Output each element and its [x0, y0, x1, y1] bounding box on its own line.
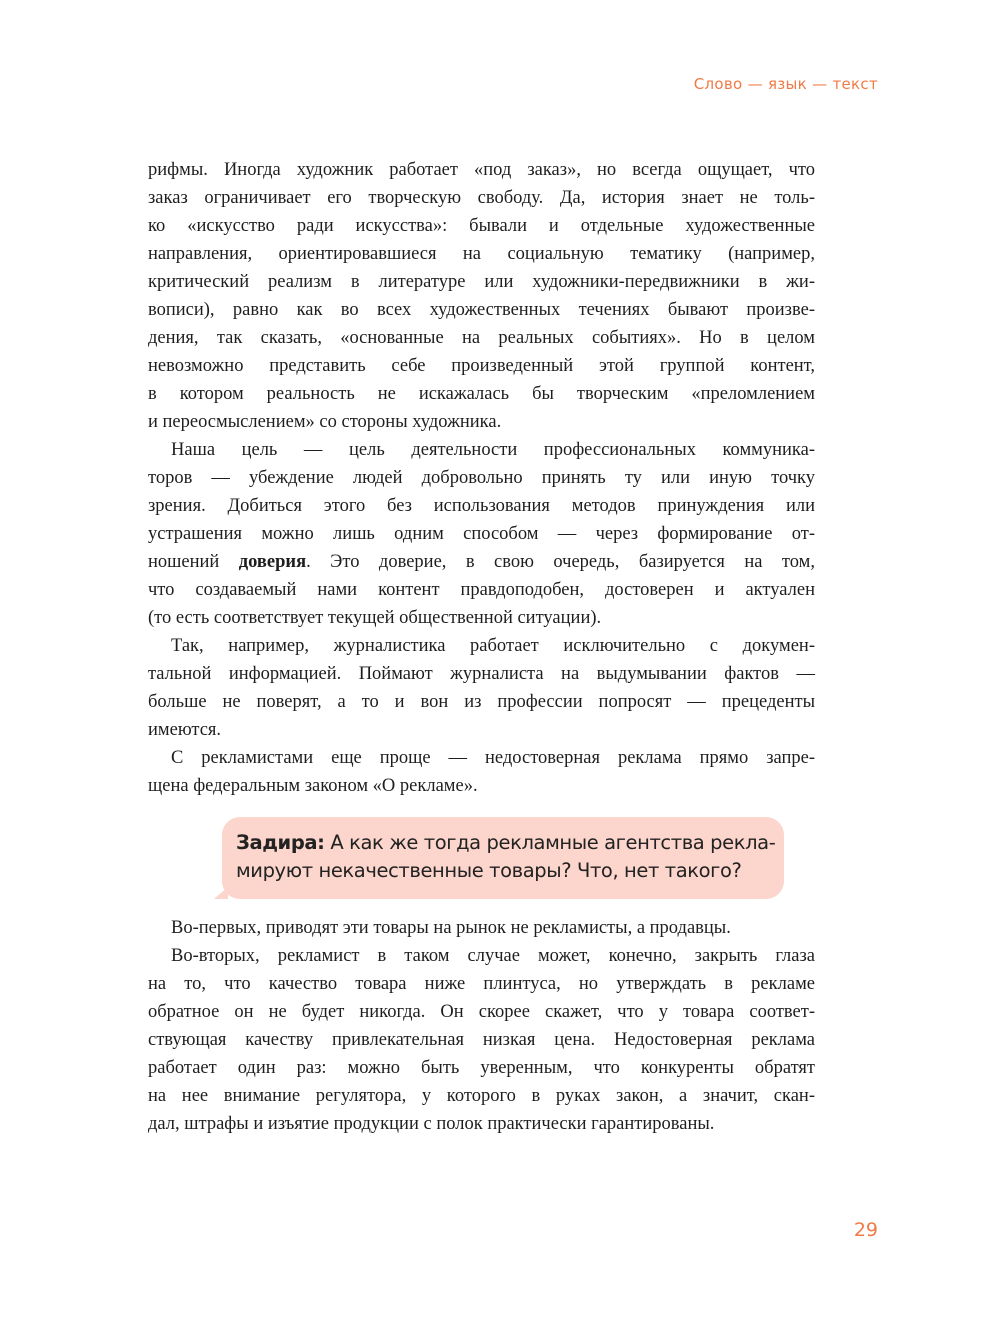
text-line: дения, так сказать, «основанные на реальных событиях». Но в целом: [148, 328, 815, 348]
text-line: торов — убеждение людей добровольно принять ту или иную точку: [148, 468, 815, 488]
paragraph: [148, 436, 815, 632]
bubble-tail: [214, 887, 228, 899]
text-line: Так, например, журналистика работает исключительно с докумен-: [171, 636, 815, 656]
text-line: работает один раз: можно быть уверенным, что конкуренты обратят: [148, 1058, 815, 1078]
text-line: и переосмыслением» со стороны художника.: [148, 412, 502, 432]
callout-line: мируют некачественные товары? Что, нет такого?: [236, 859, 742, 882]
text-line: ко «искусство ради искусства»: бывали и отдельные художественные: [148, 216, 815, 236]
paragraph: [148, 744, 815, 800]
text-line: ствующая качеству привлекательная низкая цена. Недостоверная реклама: [148, 1030, 815, 1050]
running-header: Слово — язык — текст: [693, 75, 878, 93]
text-line: С рекламистами еще проще — недостоверная реклама прямо запре-: [171, 748, 815, 768]
bold-term: доверия: [238, 552, 307, 572]
text-line: вописи), равно как во всех художественных течениях бывают произве-: [148, 300, 815, 320]
paragraph: [148, 914, 815, 942]
text-line: зрения. Добиться этого без использования методов принуждения или: [148, 496, 815, 516]
text-line: заказ ограничивает его творческую свободу. Да, история знает не толь-: [148, 188, 815, 208]
callout-speaker: Задира:: [236, 831, 325, 854]
body-text: [148, 914, 815, 1138]
text-line: Во-первых, приводят эти товары на рынок не рекламисты, а продавцы.: [171, 918, 731, 938]
callout-line: [236, 829, 776, 857]
text-line: устрашения можно лишь одним способом — через формирование от-: [148, 524, 815, 544]
page-number: 29: [853, 1219, 878, 1241]
text-span: . Это доверие, в свою очередь, базируется на том,: [306, 552, 815, 572]
callout-speech-bubble: [222, 817, 784, 899]
text-line: рифмы. Иногда художник работает «под заказ», но всегда ощущает, что: [148, 160, 815, 180]
text-line: Наша цель — цель деятельности профессиональных коммуника-: [171, 440, 815, 460]
callout-text: А как же тогда рекламные агентства рекла-: [324, 831, 776, 854]
text-line: Во-вторых, рекламист в таком случае может, конечно, закрыть глаза: [171, 946, 815, 966]
text-line: критический реализм в литературе или художники-передвижники в жи-: [148, 272, 815, 292]
text-line: дал, штрафы и изъятие продукции с полок практически гарантированы.: [148, 1114, 715, 1134]
body-text: [148, 156, 815, 800]
text-line: на то, что качество товара ниже плинтуса, но утверждать в рекламе: [148, 974, 815, 994]
text-line: направления, ориентировавшиеся на социальную тематику (например,: [148, 244, 815, 264]
text-line: в котором реальность не искажалась бы творческим «преломлением: [148, 384, 815, 404]
text-line: что создаваемый нами контент правдоподобен, достоверен и актуален: [148, 580, 815, 600]
paragraph: [148, 942, 815, 1138]
text-line: тальной информацией. Поймают журналиста на выдумывании фактов —: [148, 664, 815, 684]
text-span: ношений: [148, 552, 239, 572]
text-line: [148, 548, 815, 576]
text-line: невозможно представить себе произведенный этой группой контент,: [148, 356, 815, 376]
text-line: обратное он не будет никогда. Он скорее скажет, что у товара соответ-: [148, 1002, 815, 1022]
text-line: имеются.: [148, 720, 222, 740]
paragraph: [148, 156, 815, 436]
text-line: щена федеральным законом «О рекламе».: [148, 776, 478, 796]
text-line: на нее внимание регулятора, у которого в руках закон, а значит, скан-: [148, 1086, 815, 1106]
paragraph: [148, 632, 815, 744]
text-line: больше не поверят, а то и вон из профессии попросят — прецеденты: [148, 692, 815, 712]
text-line: (то есть соответствует текущей общественной ситуации).: [148, 608, 602, 628]
